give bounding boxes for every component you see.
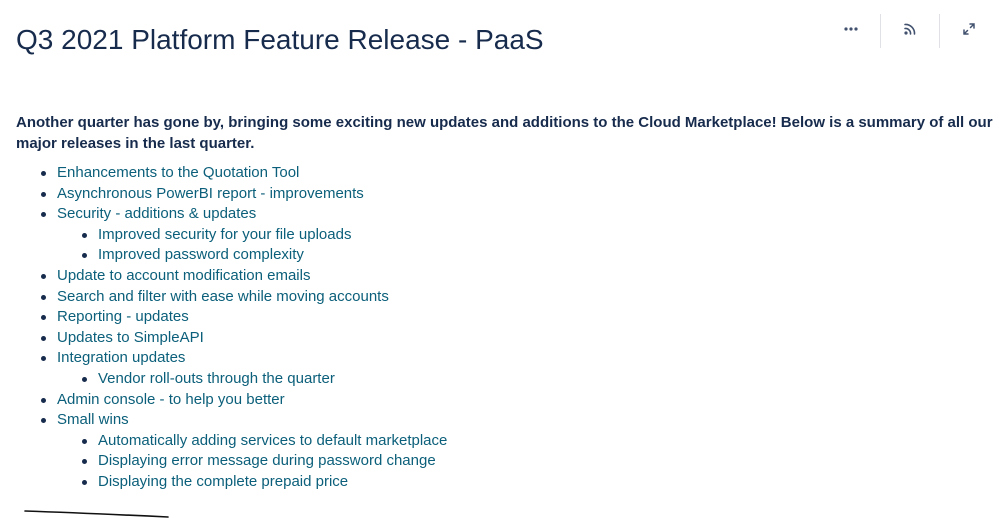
toolbar-divider — [939, 14, 940, 48]
watch-feed-button[interactable] — [890, 14, 930, 48]
expand-button[interactable] — [949, 14, 989, 48]
sub-list-item — [16, 451, 447, 472]
list-item — [16, 348, 447, 369]
release-list — [16, 163, 447, 493]
list-item — [16, 287, 447, 308]
release-link[interactable]: Reporting - updates — [57, 308, 189, 326]
sub-list-item — [16, 431, 447, 452]
sub-list-item — [16, 369, 447, 390]
release-link[interactable]: Vendor roll-outs through the quarter — [98, 369, 335, 387]
release-link[interactable]: Displaying error message during password change — [98, 452, 436, 470]
expand-icon — [961, 21, 977, 42]
page-title: Q3 2021 Platform Feature Release - PaaS — [16, 24, 544, 55]
release-link[interactable]: Admin console - to help you better — [57, 390, 285, 408]
list-item — [16, 390, 447, 411]
release-link[interactable]: Updates to SimpleAPI — [57, 328, 204, 346]
list-item — [16, 184, 447, 205]
more-icon — [843, 21, 859, 42]
toolbar-divider — [880, 14, 881, 48]
list-item — [16, 163, 447, 184]
list-item — [16, 410, 447, 431]
release-link[interactable]: Search and filter with ease while moving accounts — [57, 287, 389, 305]
more-actions-button[interactable] — [831, 14, 871, 48]
release-link[interactable]: Security - additions & updates — [57, 205, 257, 223]
list-item — [16, 328, 447, 349]
release-link[interactable]: Integration updates — [57, 349, 186, 367]
sub-list-item — [16, 225, 447, 246]
release-link[interactable]: Automatically adding services to default marketplace — [98, 431, 448, 449]
ink-stroke — [24, 506, 174, 518]
page-toolbar — [831, 14, 989, 48]
release-link[interactable]: Small wins — [57, 411, 129, 429]
sub-list-item — [16, 245, 447, 266]
release-link[interactable]: Update to account modification emails — [57, 266, 311, 284]
sub-list-item — [16, 472, 447, 493]
release-link[interactable]: Improved password complexity — [98, 246, 304, 264]
release-link[interactable]: Improved security for your file uploads — [98, 225, 352, 243]
list-item — [16, 266, 447, 287]
intro-paragraph: Another quarter has gone by, bringing some exciting new updates and additions to the Cloud Marketplace! Below is a summary of all our major releases in the last quarter. — [16, 114, 993, 152]
release-link[interactable]: Displaying the complete prepaid price — [98, 472, 349, 490]
list-item — [16, 307, 447, 328]
release-link[interactable]: Asynchronous PowerBI report - improvements — [57, 184, 364, 202]
list-item — [16, 204, 447, 225]
release-link[interactable]: Enhancements to the Quotation Tool — [57, 164, 300, 181]
rss-feed-icon — [902, 21, 918, 42]
